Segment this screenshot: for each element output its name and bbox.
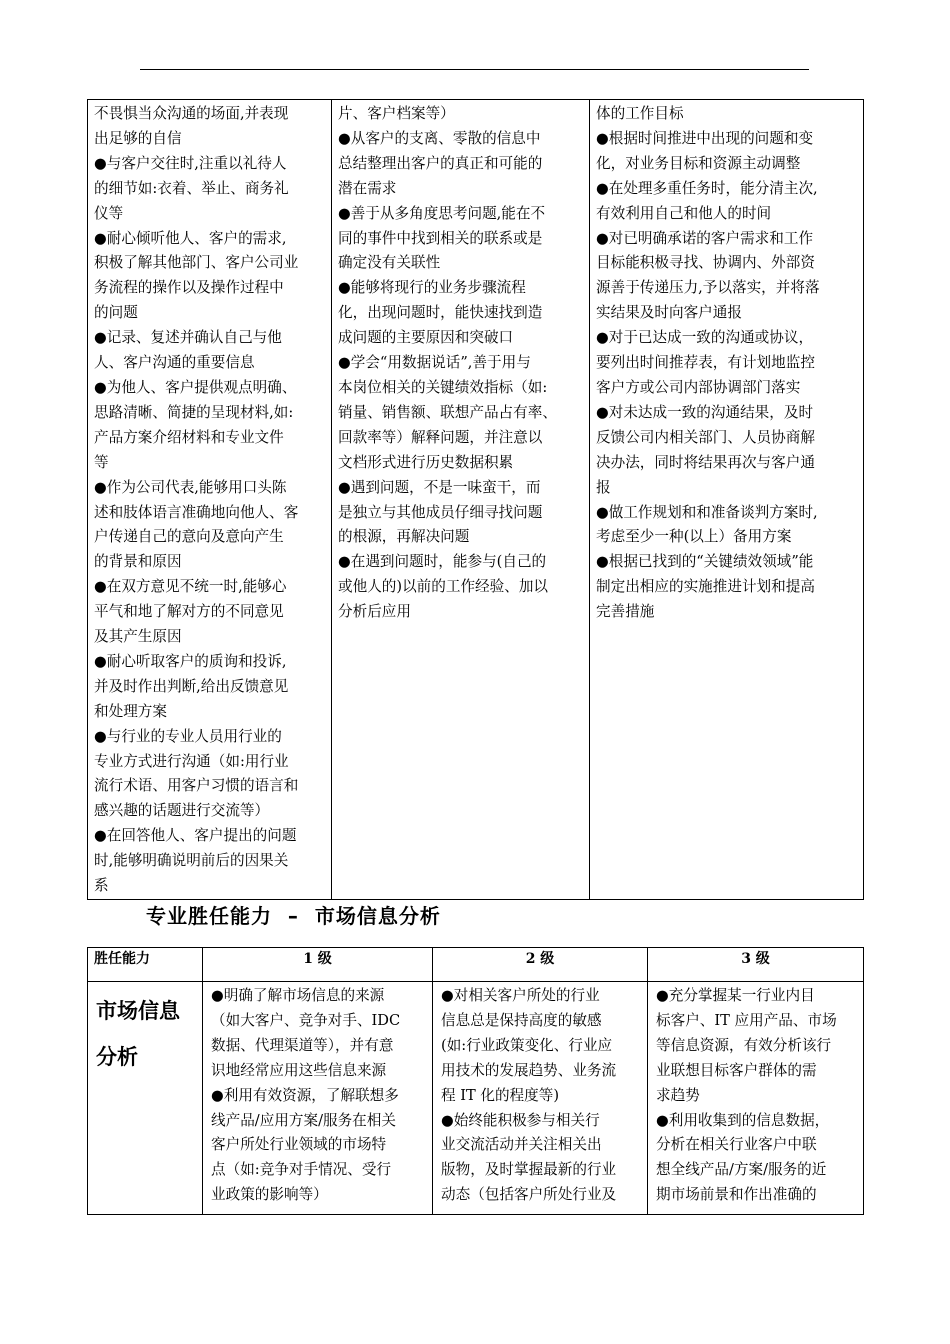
level-3-text: 体的工作目标 ●根据时间推进中出现的问题和变 化，对业务目标和资源主动调整 ●在处理多重任务时，能分清主次, 有效利用自己和他人的时间 ●对已明确承诺的客户需求和工作 目标能积极寻找、协调内、外部资 源善于传递压力,予以落实，并将落 实结果及时向客户通报 ●对于已达成一致的沟通或协议， 要列出时间推荐表，有计划地监控 客户方或公司内部协调部门落实 ●对未达成一致的沟通结果，及时 反馈公司内相关部门、人员协商解 决办法，同时将结果再次与客户通 报 ●做工作规划和和准备谈判方案时, 考虑至少一种(以上）备用方案 ●根据已找到的“关键绩效领域”能 制定出相应的实施推进计划和提高 完善措施 bbox=[596, 105, 820, 621]
section-title: 专业胜任能力 – 市场信息分析 bbox=[146, 904, 441, 928]
market-info-analysis-table bbox=[87, 947, 864, 1215]
header-level-2: 2 级 bbox=[433, 948, 648, 982]
header-level-1: 1 级 bbox=[203, 948, 433, 982]
level-2-cell bbox=[433, 982, 648, 1215]
table-row bbox=[88, 982, 864, 1215]
level-3-cell bbox=[590, 100, 864, 900]
level-3-cell bbox=[648, 982, 864, 1215]
level-2-cell bbox=[332, 100, 590, 900]
competency-name: 市场信息 分析 bbox=[96, 999, 180, 1069]
table-row bbox=[88, 100, 864, 900]
communication-skills-table bbox=[87, 99, 864, 900]
level-1-text: 不畏惧当众沟通的场面,并表现 出足够的自信 ●与客户交往时,注重以礼待人 的细节如:衣着、举止、商务礼 仪等 ●耐心倾听他人、客户的需求, 积极了解其他部门、客户公司业 务流程的操作以及操作过程中 的问题 ●记录、复述并确认自己与他 人、客户沟通的重要信息 ●为他人、客户提供观点明确、 思路清晰、简捷的呈现材料,如: 产品方案介绍材料和专业文件 等 ●作为公司代表,能够用口头陈 述和肢体语言准确地向他人、客 户传递自己的意向及意向产生 的背景和原因 ●在双方意见不统一时,能够心 平气和地了解对方的不同意见 及其产生原因 ●耐心听取客户的质询和投诉, 并及时作出判断,给出反馈意见 和处理方案 ●与行业的专业人员用行业的 专业方式进行沟通（如:用行业 流行术语、用客户习惯的语言和 感兴趣的话题进行交流等） ●在回答他人、客户提出的问题 时,能够明确说明前后的因果关 系 bbox=[94, 105, 299, 895]
level-1-cell bbox=[88, 100, 332, 900]
level-3-text: ●充分掌握某一行业内目 标客户、IT 应用产品、市场 等信息资源，有效分析该行 业联想目标客户群体的需 求趋势 ●利用收集到的信息数据， 分析在相关行业客户中联 想全线产品/方案/服务的近 期市场前景和作出准确的 bbox=[656, 987, 837, 1204]
level-1-cell bbox=[203, 982, 433, 1215]
header-rule bbox=[140, 69, 809, 70]
competency-name-cell bbox=[88, 982, 203, 1215]
level-2-text: ●对相关客户所处的行业 信息总是保持高度的敏感 (如:行业政策变化、行业应 用技术的发展趋势、业务流 程 IT 化的程度等) ●始终能积极参与相关行 业交流活动并关注相关出 版物，及时掌握最新的行业 动态（包括客户所处行业及 bbox=[441, 987, 617, 1204]
header-competency: 胜任能力 bbox=[88, 948, 203, 982]
level-2-text: 片、客户档案等） ●从客户的支离、零散的信息中 总结整理出客户的真正和可能的 潜在需求 ●善于从多角度思考问题,能在不 同的事件中找到相关的联系或是 确定没有关联性 ●能够将现行的业务步骤流程 化，出现问题时，能快速找到造 成问题的主要原因和突破口 ●学会“用数据说话”,善于用与 本岗位相关的关键绩效指标（如: 销量、销售额、联想产品占有率、 回款率等）解释问题，并注意以 文档形式进行历史数据积累 ●遇到问题，不是一味蛮干，而 是独立与其他成员仔细寻找问题 的根源，再解决问题 ●在遇到问题时，能参与(自己的 或他人的)以前的工作经验、加以 分析后应用 bbox=[338, 105, 557, 621]
level-1-text: ●明确了解市场信息的来源 （如大客户、竞争对手、IDC 数据、代理渠道等），并有意 识地经常应用这些信息来源 ●利用有效资源，了解联想多 线产品/应用方案/服务在相关 客户所处行业领域的市场特 点（如:竞争对手情况、受行 业政策的影响等） bbox=[211, 987, 401, 1204]
header-row bbox=[88, 948, 864, 982]
header-level-3: 3 级 bbox=[648, 948, 864, 982]
